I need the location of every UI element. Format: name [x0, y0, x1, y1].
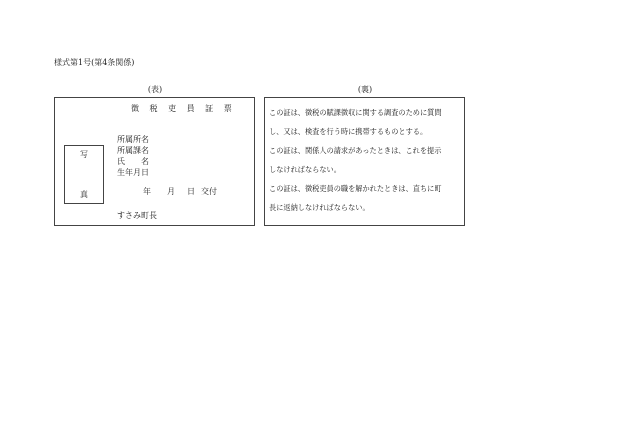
card-back	[264, 97, 465, 226]
card-heading: 徴 税 吏 員 証 票	[131, 104, 236, 113]
issue-day: 日	[187, 187, 195, 196]
back-text-line: この証は、徴税吏員の職を解かれたときは、直ちに町	[269, 184, 442, 193]
field-section-name: 所属課名	[117, 146, 149, 155]
photo-label-bottom: 真	[80, 190, 88, 199]
photo-box	[64, 145, 104, 204]
issuer-name: すさみ町長	[117, 211, 157, 220]
issue-date-line	[143, 186, 217, 197]
back-text-line: しなければならない。	[269, 165, 341, 174]
back-side-label: (裏)	[357, 85, 373, 94]
issue-suffix: 交付	[201, 187, 217, 196]
field-full-name: 氏 名	[117, 157, 149, 166]
field-birth-date: 生年月日	[117, 168, 149, 177]
issue-month: 月	[167, 187, 175, 196]
issue-year: 年	[143, 187, 151, 196]
photo-label-top: 写	[80, 150, 88, 159]
form-title: 様式第1号(第4条関係)	[54, 58, 135, 67]
back-text-line: この証は、関係人の請求があったときは、これを提示	[269, 146, 442, 155]
front-side-label: (表)	[147, 85, 163, 94]
back-text-line: し、又は、検査を行う時に携帯するものとする。	[269, 127, 428, 136]
card-front	[54, 97, 255, 226]
back-text-line: この証は、徴税の賦課徴収に関する調査のために質問	[269, 108, 442, 117]
back-text-line: 長に返納しなければならない。	[269, 203, 370, 212]
field-office-name: 所属所名	[117, 135, 149, 144]
